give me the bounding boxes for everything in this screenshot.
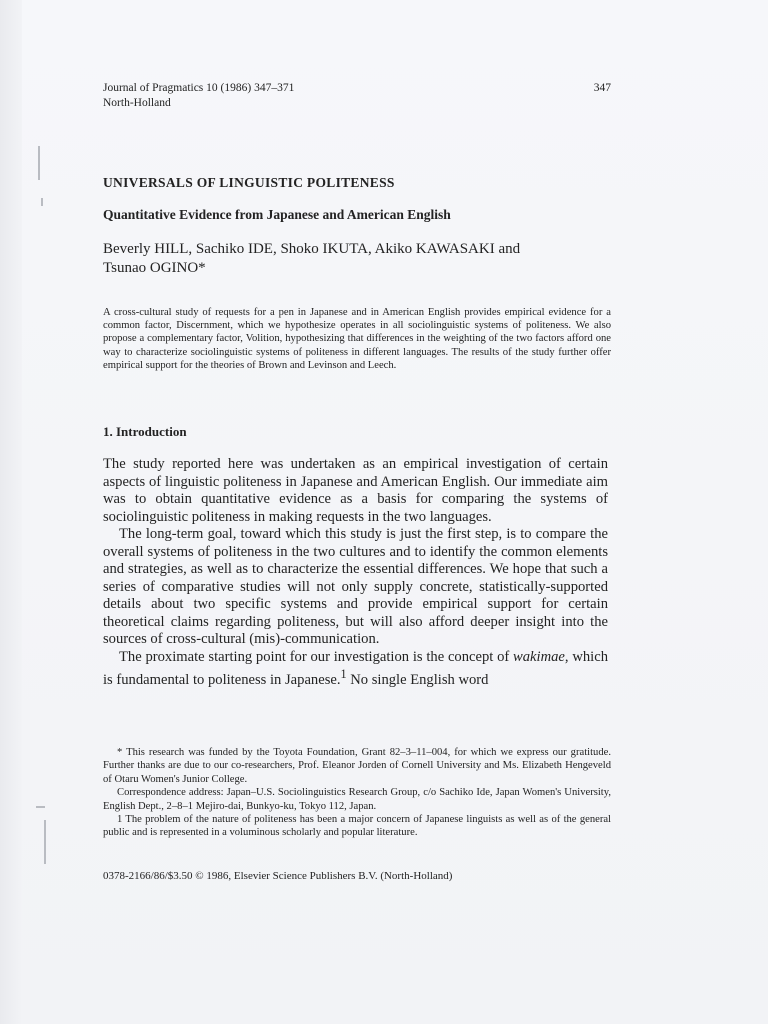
author-list	[103, 240, 603, 278]
paragraph-text: No single English word	[346, 671, 489, 688]
paragraph: The long-term goal, toward which this study is just the first step, is to compare the overall systems of politeness in the two cultures and to identify the common elements and strategies, as well as to characterize the essential differences. We hope that such a series of comparative studies will not only supply concrete, statistically-supported details about two specific systems and provide empirical support for certain theoretical claims regarding politeness, but will also afford deeper insight into the sources of cross-cultural (mis)-communication.	[103, 526, 608, 647]
paragraph-text: The proximate starting point for our investigation is the concept of	[119, 648, 514, 665]
scan-mark	[44, 820, 46, 864]
body-text	[103, 456, 608, 689]
copyright-line: 0378-2166/86/$3.50 © 1986, Elsevier Science Publishers B.V. (North-Holland)	[103, 870, 453, 882]
footnote-1: 1 The problem of the nature of politeness has been a major concern of Japanese linguists as well as of the general public and is represented in a voluminous scholarly and popular literature.	[103, 814, 611, 839]
paragraph-text: , which is fundamental to politeness in Japanese.	[103, 648, 608, 688]
scan-edge-shadow	[0, 0, 22, 1024]
page-number: 347	[593, 82, 611, 94]
scan-mark	[36, 806, 45, 808]
footnote-correspondence: Correspondence address: Japan–U.S. Sociolinguistics Research Group, c/o Sachiko Ide, Japan Women's University, English Dept., 2–8–1 Mejiro-dai, Bunkyo-ku, Tokyo 112, Japan.	[103, 787, 611, 812]
paragraph	[103, 649, 608, 690]
footnote-marker: 1	[340, 667, 347, 681]
scan-mark	[38, 146, 40, 180]
scan-mark	[41, 198, 43, 206]
author-line-2: Tsunao OGINO*	[103, 260, 206, 276]
paragraph: The study reported here was undertaken as an empirical investigation of certain aspects of linguistic politeness in Japanese and American English. Our immediate aim was to obtain quantitative evidence as a basis for comparing the systems of sociolinguistic politeness in making requests in the two languages.	[103, 456, 608, 525]
running-header	[103, 81, 611, 111]
italic-term: wakimae	[513, 648, 565, 665]
paper-title: UNIVERSALS OF LINGUISTIC POLITENESS	[103, 175, 395, 190]
journal-citation: Journal of Pragmatics 10 (1986) 347–371	[103, 82, 295, 94]
section-heading: 1. Introduction	[103, 424, 187, 439]
author-line-1: Beverly HILL, Sachiko IDE, Shoko IKUTA, Akiko KAWASAKI and	[103, 241, 521, 257]
publisher-line: North-Holland	[103, 97, 171, 109]
footnote-funding: * This research was funded by the Toyota Foundation, Grant 82–3–11–004, for which we express our gratitude. Further thanks are due to our co-researchers, Prof. Eleanor Jorden of Cornell University and Ms. Elizabeth Hengeveld of Otaru Women's Junior College.	[103, 747, 611, 785]
paper-subtitle: Quantitative Evidence from Japanese and American English	[103, 207, 451, 222]
footnotes	[103, 746, 611, 840]
abstract: A cross-cultural study of requests for a pen in Japanese and in American English provides empirical evidence for a common factor, Discernment, which we hypothesize operates in all sociolinguistic systems of politeness. We also propose a complementary factor, Volition, hypothesizing that differences in the weighting of the two factors afford one way to characterize sociolinguistic systems of politeness in different languages. The results of the study further offer empirical support for the theories of Brown and Levinson and Leech.	[103, 307, 611, 371]
